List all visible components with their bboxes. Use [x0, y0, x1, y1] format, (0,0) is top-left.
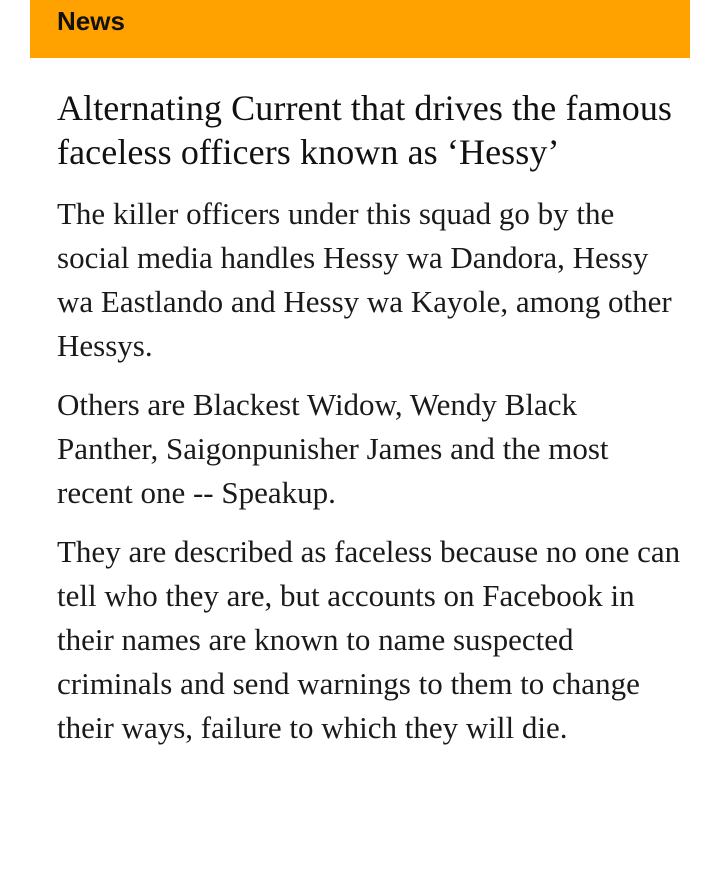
headline: Alternating Current that drives the famous faceless officers known as ‘Hessy’	[57, 88, 673, 172]
paragraph-3: They are described as faceless because no one can tell who they are, but accounts on Facebook in their names are known to name suspected criminals and send warnings to them to change their ways, failure to which they will die.	[57, 534, 681, 745]
paragraph-1: The killer officers under this squad go by the social media handles Hessy wa Dandora, Hessy wa Eastlando and Hessy wa Kayole, among other Hessys.	[57, 196, 672, 363]
paragraph-2: Others are Blackest Widow, Wendy Black Panther, Saigonpunisher James and the most recent one -- Speakup.	[57, 387, 609, 510]
article-body	[57, 86, 682, 750]
category-label[interactable]: News	[57, 6, 125, 36]
category-bar[interactable]	[30, 0, 690, 58]
